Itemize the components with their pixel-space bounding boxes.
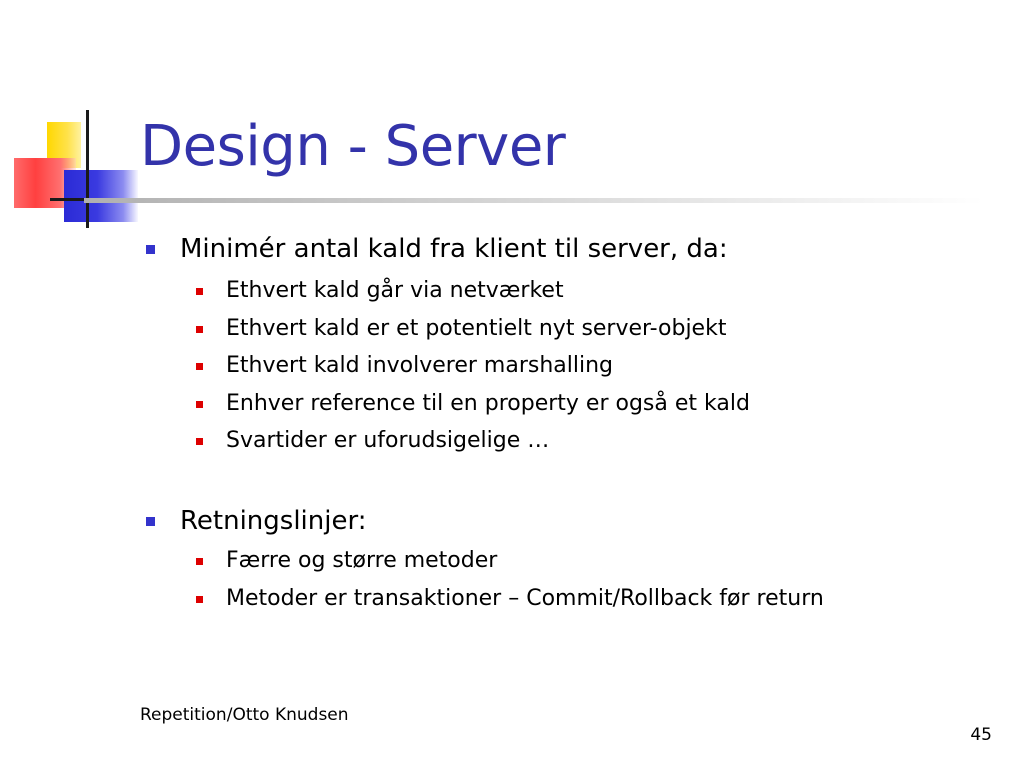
footer-text: Repetition/Otto Knudsen xyxy=(140,705,349,725)
square-bullet-icon xyxy=(196,401,203,408)
bullet-text: Ethvert kald er et potentielt nyt server-objekt xyxy=(226,316,727,341)
bullet-text: Svartider er uforudsigelige … xyxy=(226,428,550,453)
square-bullet-icon xyxy=(196,596,203,603)
page-number: 45 xyxy=(970,725,992,745)
square-bullet-icon xyxy=(146,245,155,254)
bullet-text: Enhver reference til en property er også et kald xyxy=(226,391,750,416)
square-bullet-icon xyxy=(196,363,203,370)
square-bullet-icon xyxy=(196,438,203,445)
bullet-text: Ethvert kald involverer marshalling xyxy=(226,353,614,378)
bullet-text: Færre og større metoder xyxy=(226,548,498,573)
square-bullet-icon xyxy=(196,326,203,333)
bullet-text: Ethvert kald går via netværket xyxy=(226,278,564,303)
square-bullet-icon xyxy=(196,558,203,565)
square-bullet-icon xyxy=(146,517,155,526)
bullet-text: Metoder er transaktioner – Commit/Rollback før return xyxy=(226,586,824,611)
slide-title: Design - Server xyxy=(140,114,566,179)
bullet-text: Minimér antal kald fra klient til server, da: xyxy=(180,234,728,264)
square-bullet-icon xyxy=(196,288,203,295)
bullet-text: Retningslinjer: xyxy=(180,506,367,536)
